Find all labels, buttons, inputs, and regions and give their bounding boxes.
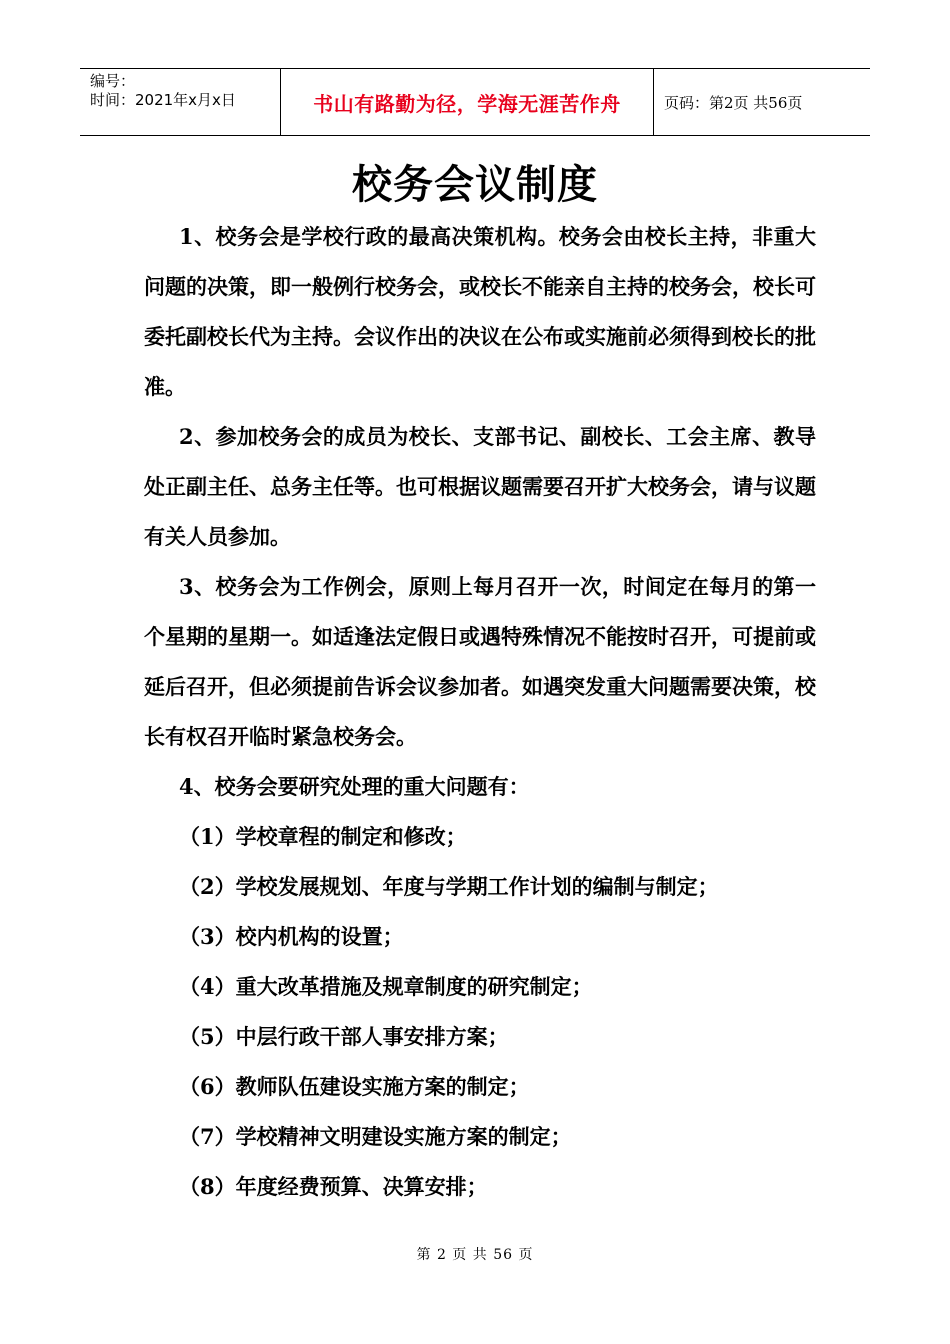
list-item: （2）学校发展规划、年度与学期工作计划的编制与制定； — [179, 874, 719, 899]
list-item: （8）年度经费预算、决算安排； — [179, 1174, 488, 1199]
header-motto: 书山有路勤为径，学海无涯苦作舟 — [281, 69, 654, 135]
document-date: 时间：2021年x月x日 — [90, 91, 236, 109]
document-number-label: 编号： — [90, 72, 136, 90]
list-item: （7）学校精神文明建设实施方案的制定； — [179, 1124, 572, 1149]
header-meta — [80, 69, 281, 135]
document-body — [144, 212, 816, 1212]
header-page-info: 页码：第2页 共56页 — [664, 93, 803, 112]
list-item: （3）校内机构的设置； — [179, 924, 404, 949]
list-item: （1）学校章程的制定和修改； — [179, 824, 467, 849]
list-item: （5）中层行政干部人事安排方案； — [179, 1024, 509, 1049]
document-title: 校务会议制度 — [352, 161, 598, 208]
paragraph: 1、校务会是学校行政的最高决策机构。校务会由校长主持，非重大问题的决策，即一般例行校务会，或校长不能亲自主持的校务会，校长可委托副校长代为主持。会议作出的决议在公布或实施前必须得到校长的批准。 — [144, 224, 816, 399]
paragraph: 4、校务会要研究处理的重大问题有： — [179, 774, 530, 799]
list-item: （6）教师队伍建设实施方案的制定； — [179, 1074, 530, 1099]
list-item: （4）重大改革措施及规章制度的研究制定； — [179, 974, 593, 999]
page-footer: 第 2 页 共 56 页 — [416, 1247, 534, 1263]
paragraph: 3、校务会为工作例会，原则上每月召开一次，时间定在每月的第一个星期的星期一。如适逢法定假日或遇特殊情况不能按时召开，可提前或延后召开，但必须提前告诉会议参加者。如遇突发重大问题需要决策，校长有权召开临时紧急校务会。 — [144, 574, 816, 749]
page-header — [80, 68, 870, 136]
paragraph: 2、参加校务会的成员为校长、支部书记、副校长、工会主席、教导处正副主任、总务主任等。也可根据议题需要召开扩大校务会，请与议题有关人员参加。 — [144, 424, 816, 549]
